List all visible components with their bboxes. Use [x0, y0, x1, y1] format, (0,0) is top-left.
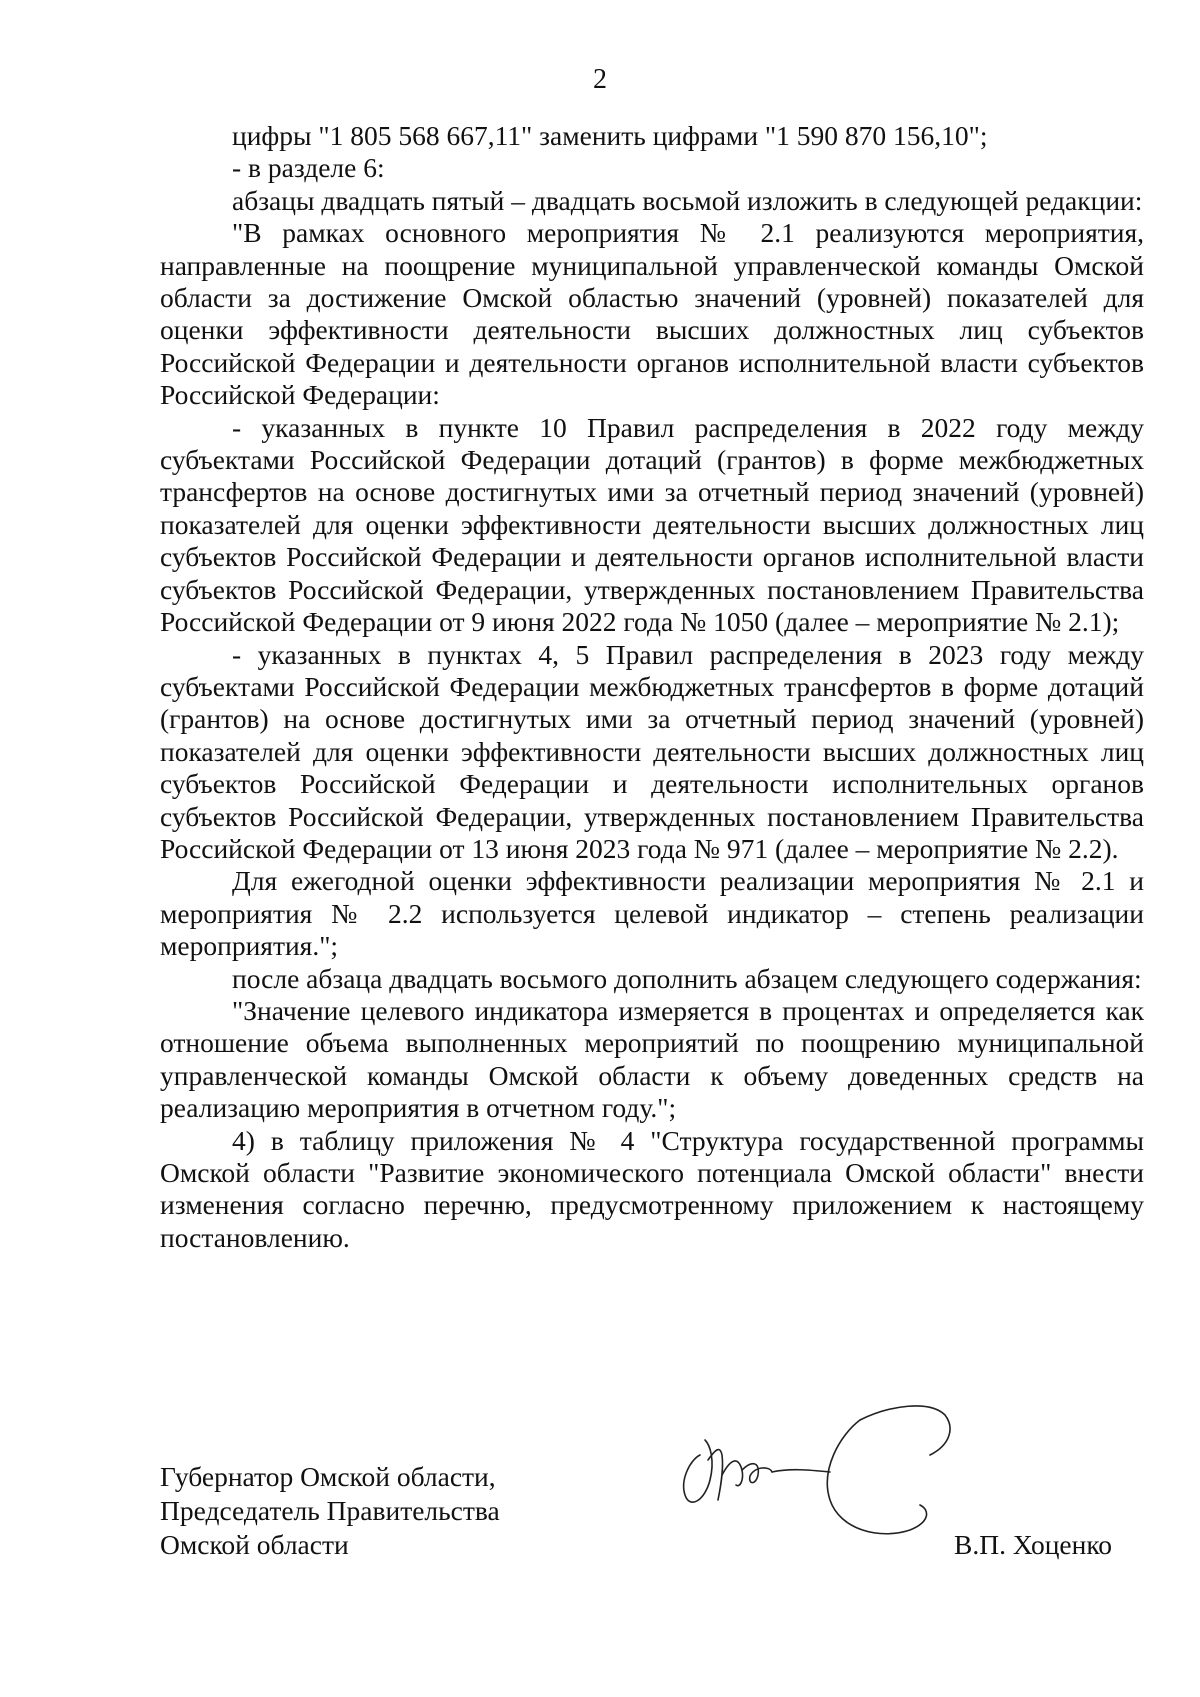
paragraph-appendix-table: 4) в таблицу приложения № 4 "Структура государственной программы Омской области "Развитие экономического потенциала Омской области" внести изменения согласно перечню, предусмотренному приложением к настоящему постановлению. [160, 1124, 1144, 1253]
signatory-name: В.П. Хоценко [954, 1529, 1113, 1560]
paragraph-restate-instruction: абзацы двадцать пятый – двадцать восьмой изложить в следующей редакции: [232, 184, 1143, 216]
paragraph-target-indicator: Для ежегодной оценки эффективности реализации мероприятия № 2.1 и мероприятия № 2.2 используется целевой индикатор – степень реализации мероприятия."; [160, 865, 1144, 962]
paragraph-item-2022: - указанных в пункте 10 Правил распределения в 2022 году между субъектами Российской Федерации дотаций (грантов) в форме межбюджетных трансфертов на основе достигнутых ими за отчетный период значений (уровней) показателей для оценки эффективности деятельности высших должностных лиц субъектов Российской Федерации и деятельности органов исполнительной власти субъектов Российской Федерации, утвержденных постановлением Правительства Российской Федерации от 9 июня 2022 года № 1050 (далее – мероприятие № 2.1); [160, 411, 1144, 638]
paragraph-add-instruction: после абзаца двадцать восьмого дополнить абзацем следующего содержания: [232, 962, 1142, 994]
signature-title-line: Председатель Правительства [160, 1495, 500, 1526]
paragraph-item-2023: - указанных в пунктах 4, 5 Правил распределения в 2023 году между субъектами Российской Федерации межбюджетных трансфертов в форме дотаций (грантов) на основе достигнутых ими за отчетный период значений (уровней) показателей для оценки эффективности деятельности высших должностных лиц субъектов Российской Федерации и деятельности исполнительных органов субъектов Российской Федерации, утвержденных постановлением Правительства Российской Федерации от 13 июня 2023 года № 971 (далее – мероприятие № 2.2). [160, 638, 1144, 864]
handwritten-signature [660, 1400, 1000, 1580]
page-number: 2 [593, 64, 607, 95]
paragraph-main-activity: "В рамках основного мероприятия № 2.1 реализуются мероприятия, направленные на поощрение муниципальной управленческой команды Омской области за достижение Омской областью значений (уровней) показателей для оценки эффективности деятельности высших должностных лиц субъектов Российской Федерации и деятельности органов исполнительной власти субъектов Российской Федерации: [160, 217, 1144, 411]
paragraph-figures-replacement: цифры "1 805 568 667,11" заменить цифрами "1 590 870 156,10"; [232, 120, 988, 151]
document-body [160, 120, 1144, 1254]
paragraph-indicator-definition: "Значение целевого индикатора измеряется в процентах и определяется как отношение объема выполненных мероприятий по поощрению муниципальной управленческой команды Омской области к объему доведенных средств на реализацию мероприятия в отчетном году."; [160, 994, 1144, 1124]
signature-title-block [160, 1460, 500, 1562]
signature-title-line: Омской области [160, 1529, 349, 1560]
signature-title-line: Губернатор Омской области, [160, 1461, 496, 1492]
paragraph-section-6: - в разделе 6: [232, 152, 385, 184]
